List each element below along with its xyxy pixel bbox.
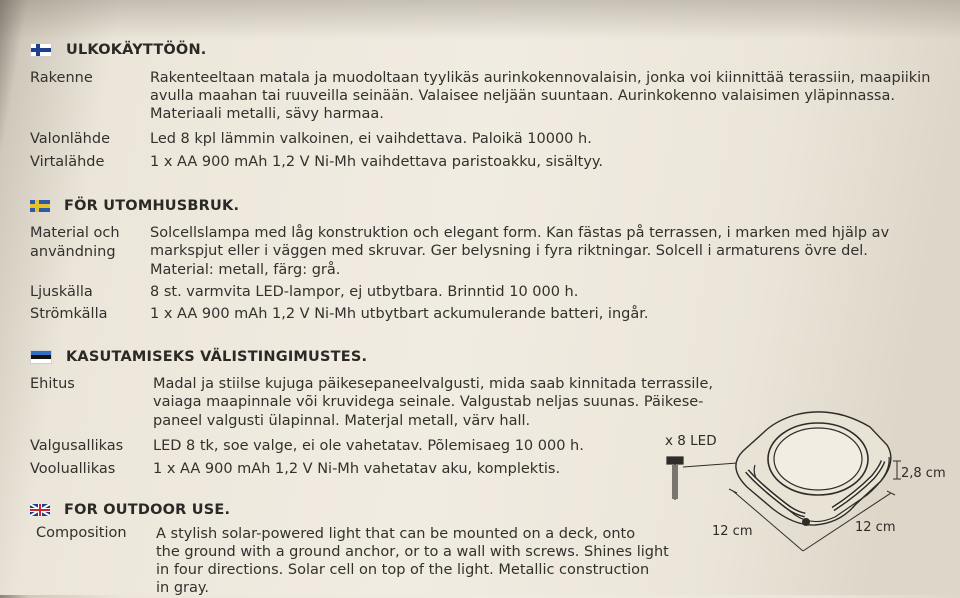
width-label: 12 cm [712,524,753,539]
label-material-1: Material och [30,225,120,241]
ehitus-line-2: vaiaga maapinnale või kruvidega seinale. Valgustab neljas suunas. Päikese- [153,394,704,410]
composition-line-2: the ground with a ground anchor, or to a wall with screws. Shines light [156,544,669,560]
label-composition: Composition [36,525,127,541]
stromkalla-text: 1 x AA 900 mAh 1,2 V Ni-Mh utbytbart ackumulerande batteri, ingår. [150,306,649,322]
sweden-flag-icon [30,200,50,212]
ljuskalla-text: 8 st. varmvita LED-lampor, ej utbytbara. Brinntid 10 000 h. [150,284,579,300]
heading-fi-text: ULKOKÄYTTÖÖN. [66,42,207,58]
label-stromkalla: Strömkälla [30,306,108,322]
finland-flag-icon [30,43,52,57]
product-diagram [655,405,955,595]
section-heading-fi [30,40,207,60]
valgusallikas-text: LED 8 tk, soe valge, ei ole vahetatav. Põlemisaeg 10 000 h. [153,438,584,454]
section-heading-se [30,196,239,216]
height-label: 2,8 cm [901,466,946,481]
composition-line-1: A stylish solar-powered light that can be mounted on a deck, onto [156,526,636,542]
estonia-flag-icon [30,350,52,364]
height-dimension [893,461,901,479]
label-ehitus: Ehitus [30,376,75,392]
heading-en-text: FOR OUTDOOR USE. [64,502,231,518]
rakenne-line-3: Materiaali metalli, sävy harmaa. [150,106,384,122]
rakenne-line-2: avulla maahan tai ruuveilla seinään. Valaisee neljään suuntaan. Aurinkokenno valaisimen yläpinnassa. [150,88,895,104]
label-valgusallikas: Valgusallikas [30,438,124,454]
label-material-2: användning [30,244,116,260]
heading-se-text: FÖR UTOMHUSBRUK. [64,198,240,214]
section-heading-en [30,500,230,520]
section-heading-ee [30,347,367,367]
material-line-1: Solcellslampa med låg konstruktion och elegant form. Kan fästas på terrassen, i marken med hjälp av [150,225,890,241]
uk-flag-icon [30,504,50,516]
led-count-label: x 8 LED [665,433,717,449]
page-shadow [0,0,960,40]
ground-spike-icon [667,457,683,500]
virtalahde-text: 1 x AA 900 mAh 1,2 V Ni-Mh vaihdettava paristoakku, sisältyy. [150,154,604,170]
rakenne-line-1: Rakenteeltaan matala ja muodoltaan tyylikäs aurinkokennovalaisin, jonka voi kiinnittää terassiin, maapiikin [150,70,931,86]
depth-label: 12 cm [855,520,896,535]
material-line-2: markspjut eller i väggen med skruvar. Ger belysning i fyra riktningar. Solcell i armaturens övre del. [150,243,868,259]
composition-line-3: in four directions. Solar cell on top of the light. Metallic construction [156,562,650,578]
valonlahde-text: Led 8 kpl lämmin valkoinen, ei vaihdettava. Paloikä 10000 h. [150,131,592,147]
label-valonlahde: Valonlähde [30,131,110,147]
ehitus-line-1: Madal ja stiilse kujuga päikesepaneelvalgusti, mida saab kinnitada terrassile, [153,376,713,392]
vooluallikas-text: 1 x AA 900 mAh 1,2 V Ni-Mh vahetatav aku, komplektis. [153,461,561,477]
material-line-3: Material: metall, färg: grå. [150,262,341,278]
composition-line-4: in gray. [156,580,210,596]
label-vooluallikas: Vooluallikas [30,461,116,477]
label-virtalahde: Virtalähde [30,154,105,170]
label-ljuskalla: Ljuskälla [30,284,93,300]
label-rakenne: Rakenne [30,70,93,86]
heading-ee-text: KASUTAMISEKS VÄLISTINGIMUSTES. [66,349,368,365]
ehitus-line-3: paneel valgusti ülapinnal. Materjal metall, värv hall. [153,413,531,429]
